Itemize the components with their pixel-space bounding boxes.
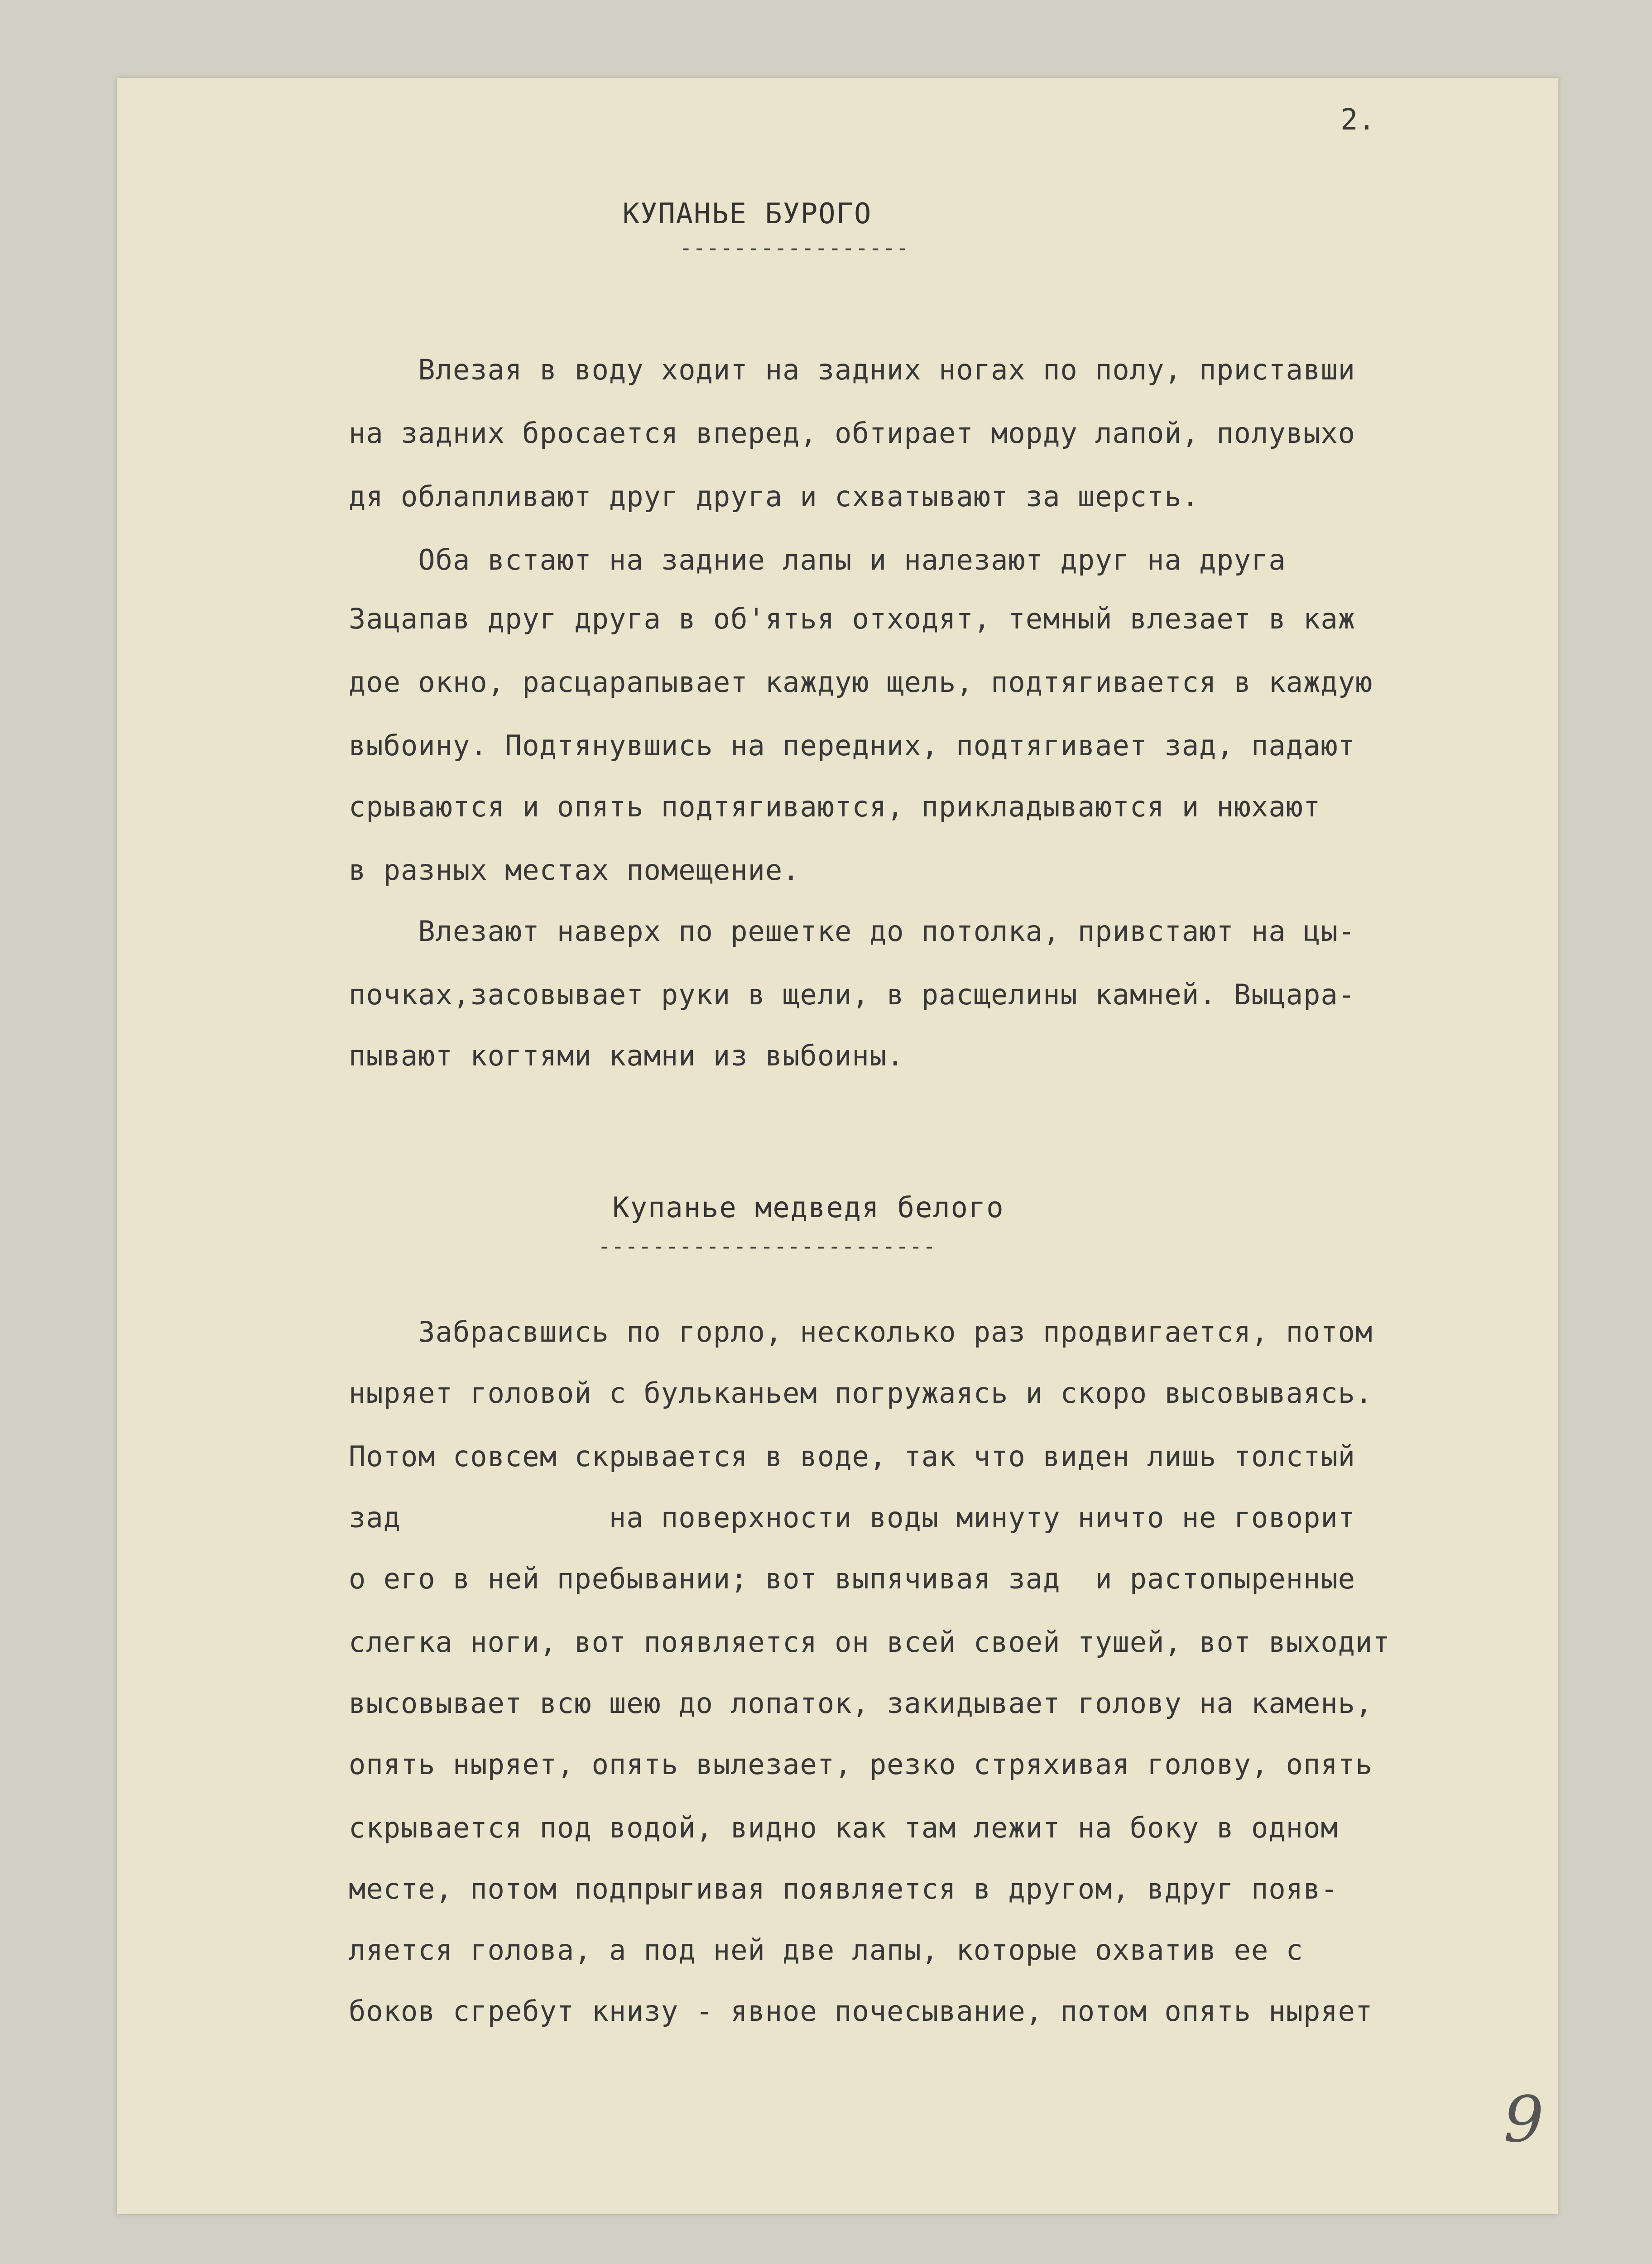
title-underline-2: -------------------------	[598, 1234, 936, 1259]
text-line: дое окно, расцарапывает каждую щель, подтягивается в каждую	[349, 666, 1373, 699]
section-title-brown-bear: КУПАНЬЕ БУРОГО	[622, 197, 872, 230]
text-line: ляется голова, а под ней две лапы, которые охватив ее с	[349, 1933, 1303, 1967]
text-line: дя облапливают друг друга и схватывают за шерсть.	[349, 480, 1200, 513]
text-line: Влезая в воду ходит на задних ногах по полу, приставши	[349, 353, 1355, 386]
text-line: Забрасвшись по горло, несколько раз продвигается, потом	[349, 1315, 1373, 1348]
text-line: опять ныряет, опять вылезает, резко стряхивая голову, опять	[349, 1748, 1373, 1781]
text-line: на задних бросается вперед, обтирает морду лапой, полувыхо	[349, 417, 1355, 450]
text-line: Оба встают на задние лапы и налезают друг на друга	[349, 543, 1286, 576]
text-line: скрывается под водой, видно как там лежит на боку в одном	[349, 1811, 1338, 1844]
handwritten-folio-number: 9	[1503, 2083, 1544, 2157]
text-line: боков сгребут книзу - явное почесывание, потом опять ныряет	[349, 1995, 1373, 2028]
page-number: 2.	[1340, 103, 1376, 137]
section-title-white-bear: Купанье медведя белого	[612, 1191, 1004, 1224]
text-line: срываются и опять подтягиваются, прикладываются и нюхают	[349, 790, 1321, 823]
text-line: почках,засовывает руки в щели, в расщелины камней. Выцара-	[349, 978, 1355, 1011]
title-underline-1: -----------------	[679, 235, 910, 261]
text-line: выбоину. Подтянувшись на передних, подтягивает зад, падают	[349, 729, 1355, 762]
text-line: месте, потом подпрыгивая появляется в другом, вдруг появ-	[349, 1872, 1338, 1905]
text-line: о его в ней пребывании; вот выпячивая зад и растопыренные	[349, 1562, 1355, 1595]
text-line: Влезают наверх по решетке до потолка, привстают на цы-	[349, 915, 1355, 948]
text-line: слегка ноги, вот появляется он всей своей тушей, вот выходит	[349, 1626, 1390, 1659]
text-line: пывают когтями камни из выбоины.	[349, 1039, 904, 1072]
text-line: ныряет головой с бульканьем погружаясь и скоро высовываясь.	[349, 1377, 1373, 1410]
text-line: в разных местах помещение.	[349, 854, 800, 887]
text-line: Зацапав друг друга в об'ятья отходят, темный влезает в каж	[349, 602, 1355, 635]
text-line: высовывает всю шею до лопаток, закидывает голову на камень,	[349, 1687, 1373, 1720]
text-line: Потом совсем скрывается в воде, так что виден лишь толстый	[349, 1440, 1355, 1473]
text-line: зад на поверхности воды минуту ничто не говорит	[349, 1501, 1355, 1534]
